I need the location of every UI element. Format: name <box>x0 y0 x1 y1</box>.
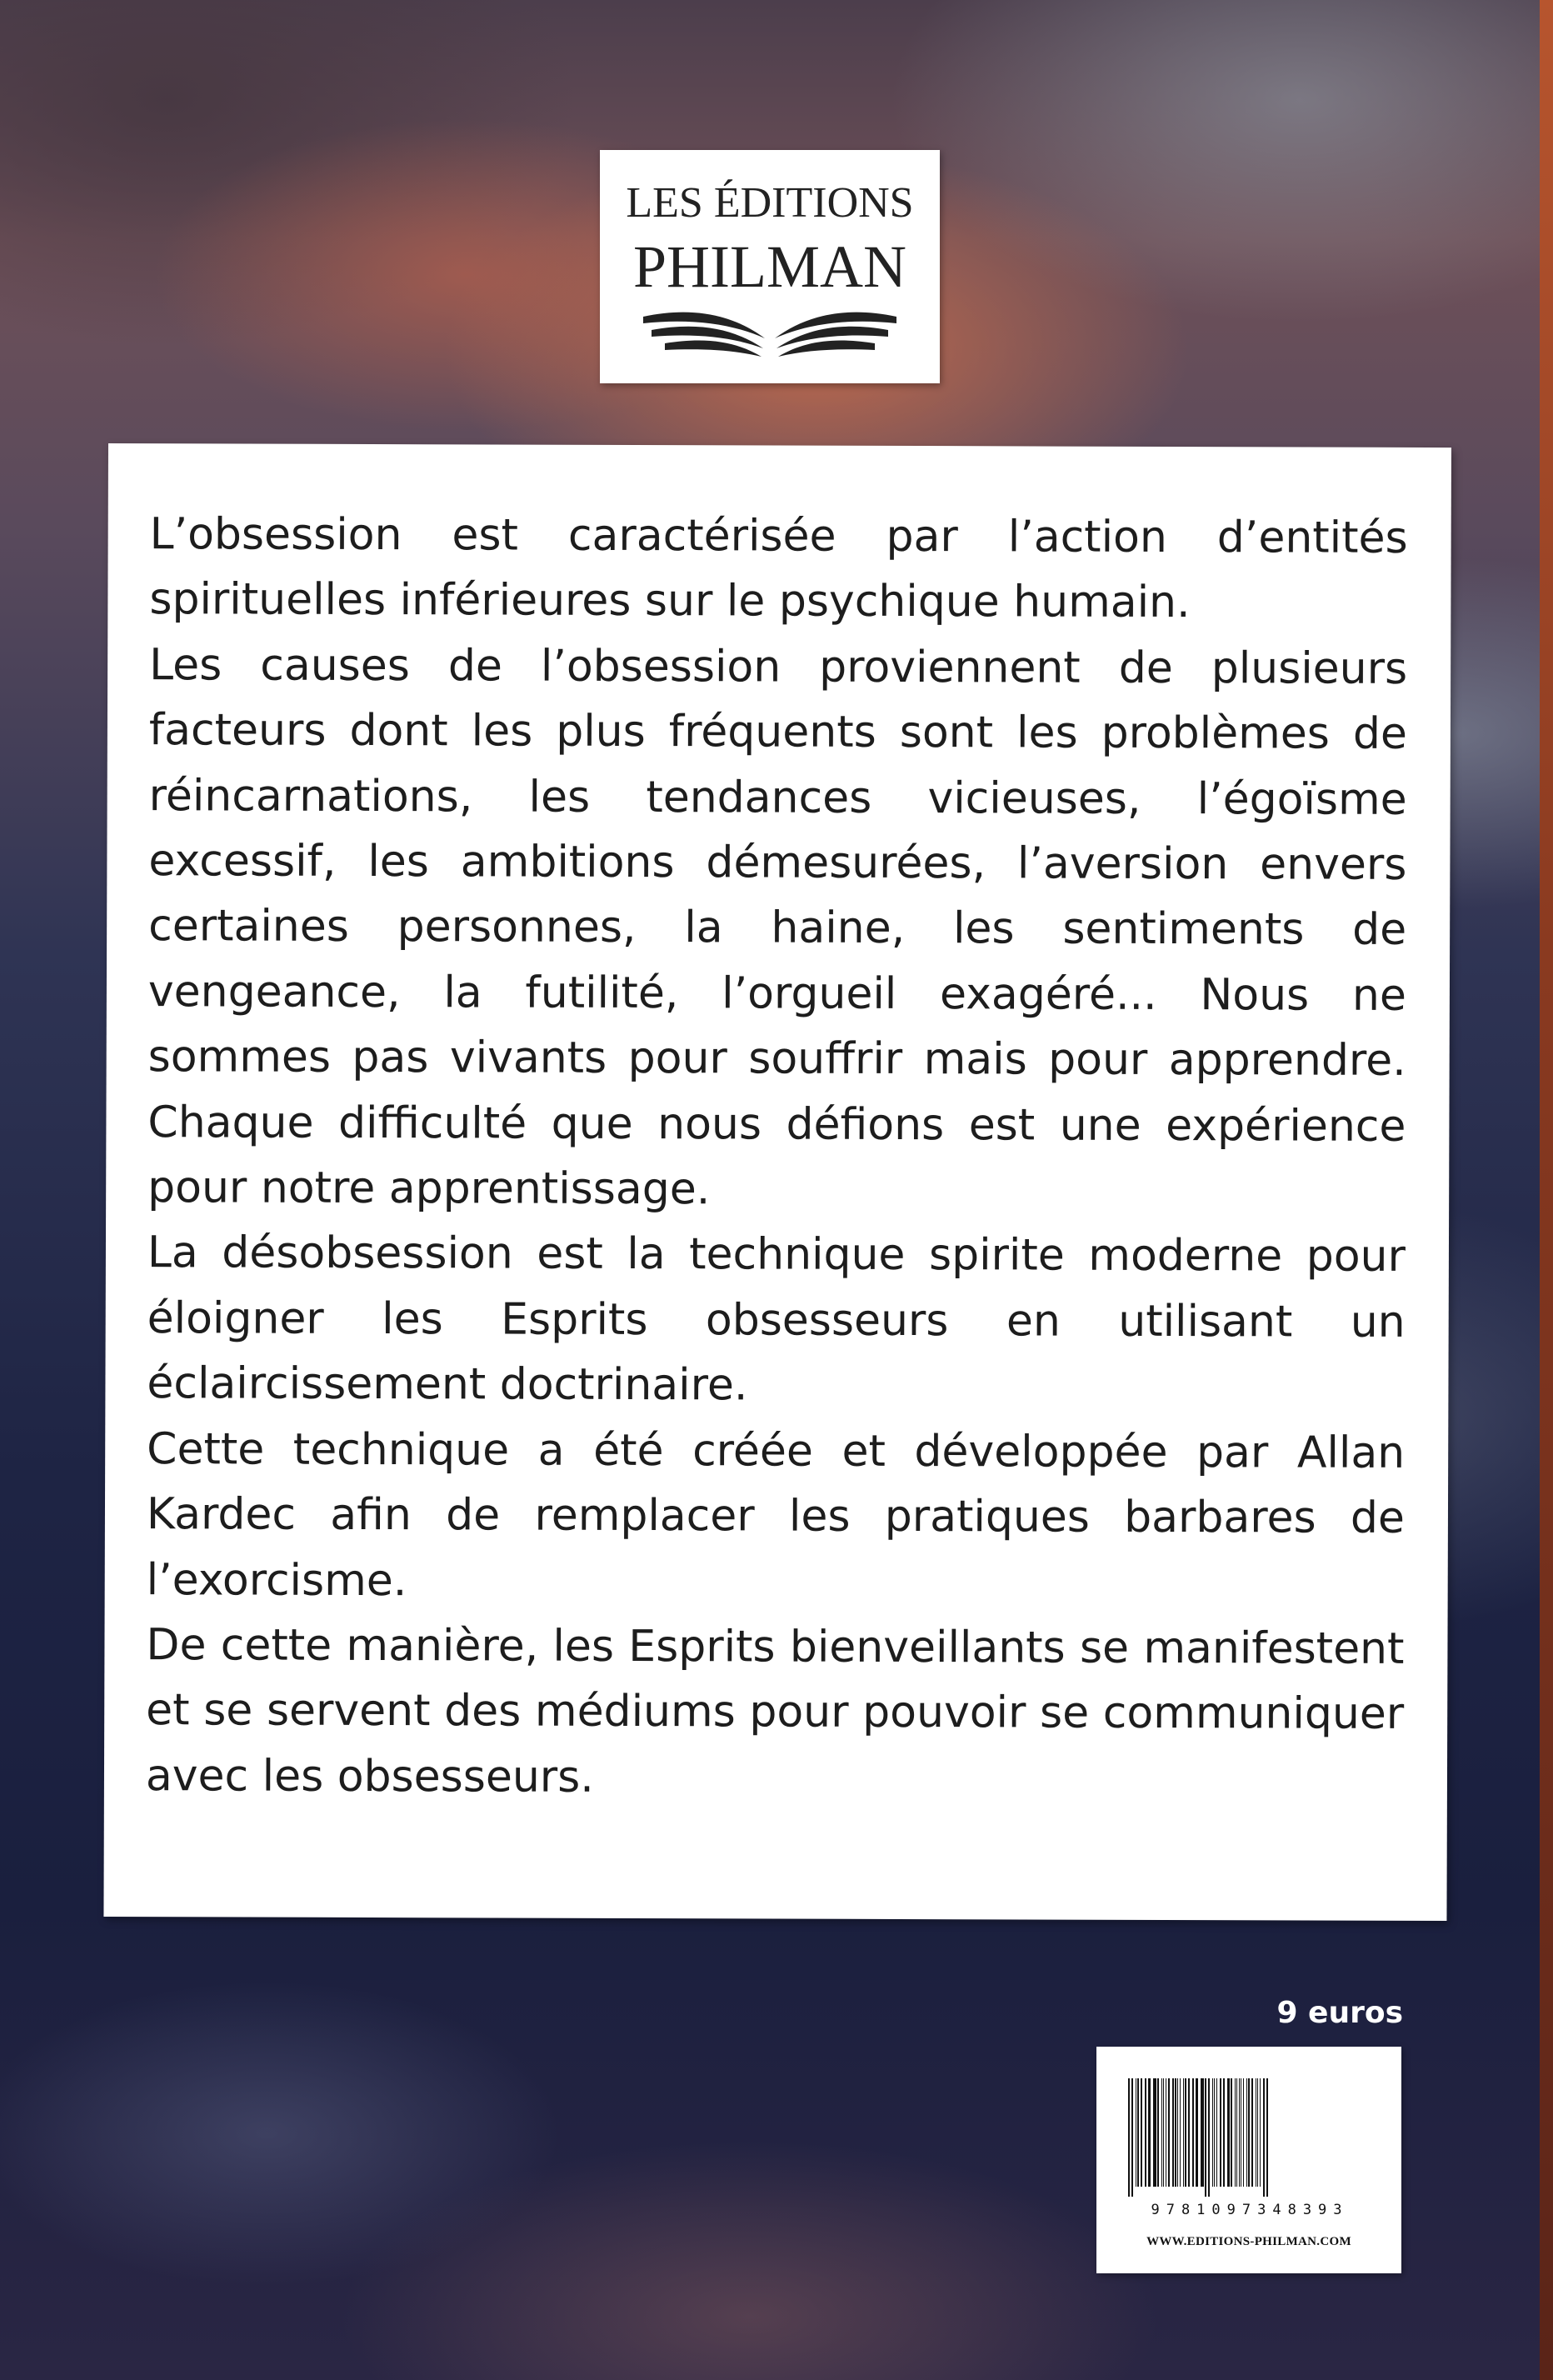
barcode-bar <box>1157 2078 1159 2187</box>
description-paragraph-4: Cette technique a été créée et développée par Allan Kardec afin de remplacer les pratiques barbares de l’exorcisme. <box>146 1423 1406 1606</box>
barcode-bar <box>1214 2078 1215 2187</box>
barcode-bar <box>1185 2078 1186 2187</box>
description-paragraph-5: De cette manière, les Esprits bienveillants se manifestent et se servent des médiums pour pouvoir se communiquer avec les obsesseurs. <box>145 1620 1405 1802</box>
barcode-bar <box>1131 2078 1133 2197</box>
barcode-bar <box>1161 2078 1162 2187</box>
publisher-name-line1: LES ÉDITIONS <box>626 179 914 227</box>
barcode-bar <box>1153 2078 1156 2187</box>
barcode-bar <box>1248 2078 1250 2187</box>
barcode-bar <box>1220 2078 1221 2187</box>
barcode-bar <box>1141 2078 1142 2187</box>
description-panel <box>103 443 1451 1921</box>
barcode-bar <box>1257 2078 1258 2187</box>
barcode-bar <box>1188 2078 1190 2187</box>
barcode-bar <box>1236 2078 1237 2187</box>
barcode-bar <box>1163 2078 1164 2187</box>
barcode-bar <box>1208 2078 1210 2197</box>
barcode-bar <box>1145 2078 1146 2187</box>
barcode-bar <box>1246 2078 1247 2187</box>
barcode-bar <box>1180 2078 1181 2187</box>
publisher-website: WWW.EDITIONS-PHILMAN.COM <box>1146 2235 1351 2248</box>
barcode-bar <box>1183 2078 1184 2187</box>
description-paragraph-3: La désobsession est la technique spirite moderne pour éloigner les Esprits obsesseurs en utilisant un éclaircissement doctrinaire. <box>147 1228 1406 1411</box>
barcode-bar <box>1260 2078 1261 2187</box>
barcode-bar <box>1263 2078 1265 2197</box>
barcode-bar <box>1137 2078 1139 2187</box>
barcode-bar <box>1243 2078 1244 2187</box>
barcode-bar <box>1177 2078 1178 2187</box>
barcode-bar <box>1148 2078 1151 2187</box>
publisher-name-line2: PHILMAN <box>632 233 906 300</box>
barcode-bar <box>1175 2078 1176 2187</box>
description-text <box>146 502 1408 1812</box>
publisher-logo <box>600 150 940 383</box>
barcode-bar <box>1231 2078 1232 2187</box>
waves-icon <box>640 305 900 360</box>
barcode-bar <box>1128 2078 1130 2197</box>
barcode-bar <box>1227 2078 1230 2187</box>
barcode-digits: 9781097348393 <box>1151 2202 1349 2218</box>
barcode-bar <box>1216 2078 1217 2187</box>
spine-edge <box>1540 0 1553 2380</box>
barcode-icon <box>1125 2078 1375 2197</box>
barcode-bar <box>1196 2078 1198 2187</box>
barcode-label <box>1096 2047 1401 2273</box>
barcode-bar <box>1168 2078 1170 2187</box>
barcode-bar <box>1205 2078 1206 2197</box>
barcode-bar <box>1172 2078 1174 2187</box>
barcode-bar <box>1235 2078 1236 2187</box>
barcode-bar <box>1201 2078 1204 2187</box>
barcode-bar <box>1192 2078 1194 2187</box>
barcode-bar <box>1239 2078 1240 2187</box>
price-label: 9 euros <box>1276 1996 1403 2030</box>
description-paragraph-2: Les causes de l’obsession proviennent de plusieurs facteurs dont les plus fréquents sont les problèmes de réincarnations, les tendances vicieuses, l’égoïsme excessif, les ambitions démesurées, l’aversion envers certaines personnes, la haine, les sentiments de vengeance, la futilité, l’orgueil exagéré... Nous ne sommes pas vivants pour souffrir mais pour apprendre. Chaque difficulté que nous défions est une expérience pour notre apprentissage. <box>147 639 1408 1215</box>
barcode-bar <box>1223 2078 1225 2187</box>
description-paragraph-1: L’obsession est caractérisée par l’action d’entités spirituelles inférieures sur le psychique humain. <box>149 509 1408 628</box>
barcode-bar <box>1266 2078 1268 2197</box>
barcode-bar <box>1251 2078 1253 2187</box>
barcode-bar <box>1212 2078 1213 2187</box>
